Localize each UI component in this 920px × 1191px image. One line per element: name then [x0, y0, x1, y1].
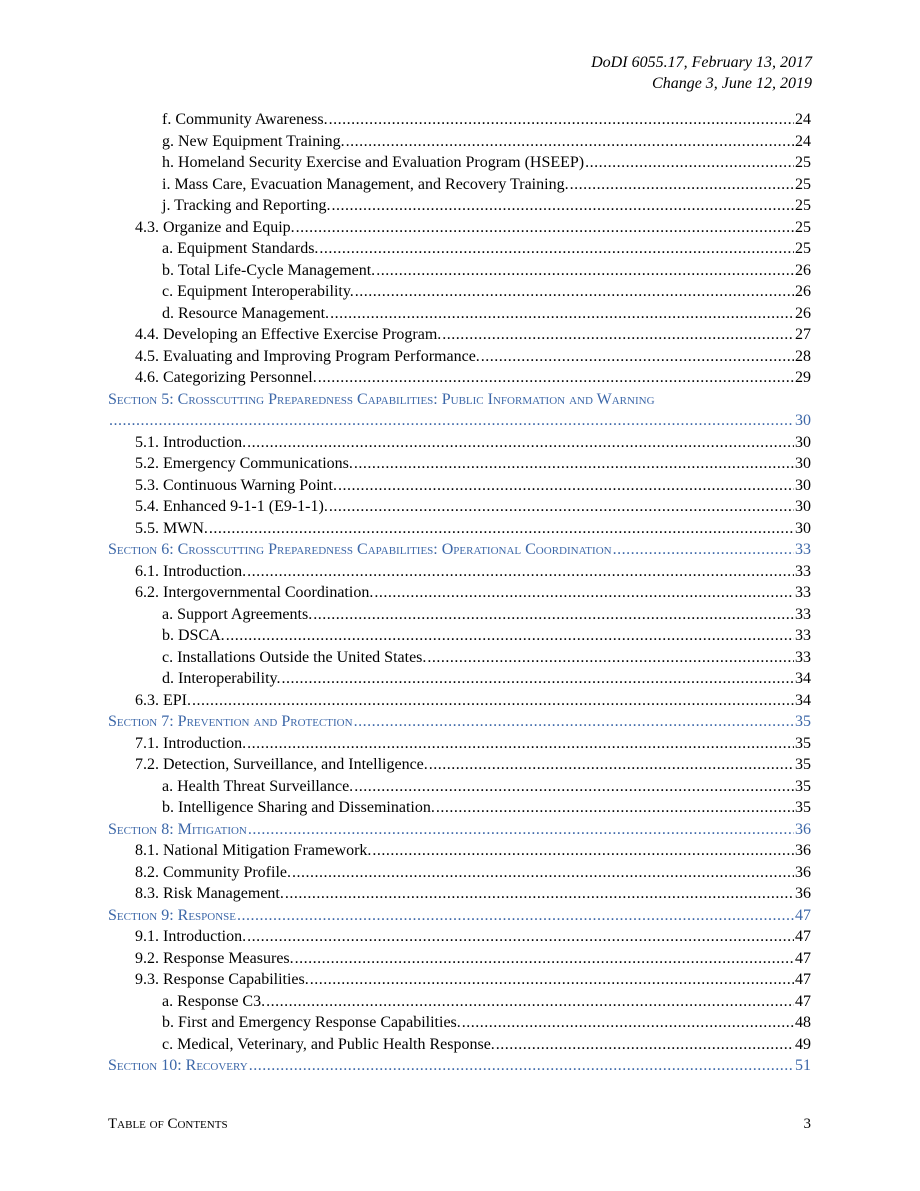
toc-entry-title: Section 9: Response — [108, 906, 237, 924]
toc-page-number: 47 — [795, 949, 811, 967]
toc-item-entry[interactable] — [108, 797, 811, 819]
toc-section-entry-leader[interactable] — [108, 410, 811, 432]
toc-subsection-entry[interactable] — [108, 733, 811, 755]
dot-leader — [481, 346, 794, 368]
toc-entry-title: 8.2. Community Profile. — [135, 863, 291, 881]
dot-leader — [109, 410, 794, 432]
toc-item-entry[interactable] — [108, 303, 811, 325]
toc-page-number: 36 — [795, 885, 811, 902]
dot-leader — [354, 711, 794, 733]
toc-page-number: 49 — [795, 1035, 811, 1053]
toc-subsection-entry[interactable] — [108, 690, 811, 712]
toc-entry-title: h. Homeland Security Exercise and Evaluation Program (HSEEP) — [162, 154, 585, 171]
dot-leader — [427, 647, 794, 669]
toc-section-entry[interactable] — [108, 905, 811, 927]
toc-page-number: 25 — [795, 175, 811, 193]
toc-page-number: 47 — [795, 971, 811, 988]
toc-page-number: 36 — [795, 863, 811, 881]
dot-leader — [376, 260, 794, 282]
toc-subsection-entry[interactable] — [108, 840, 811, 862]
toc-page-number: 25 — [795, 154, 811, 171]
dot-leader — [585, 152, 794, 174]
dot-leader — [296, 217, 794, 239]
toc-entry-title: 5.5. MWN. — [135, 519, 208, 537]
toc-page-number: 27 — [795, 326, 811, 343]
dot-leader — [247, 733, 794, 755]
toc-subsection-entry[interactable] — [108, 862, 811, 884]
dot-leader — [436, 797, 794, 819]
toc-page-number: 26 — [795, 261, 811, 279]
toc-entry-title: b. DSCA. — [162, 627, 225, 644]
toc-entry-title: a. Response C3. — [162, 992, 266, 1010]
toc-subsection-entry[interactable] — [108, 926, 811, 948]
toc-section-entry[interactable] — [108, 711, 811, 733]
toc-subsection-entry[interactable] — [108, 367, 811, 389]
toc-subsection-entry[interactable] — [108, 582, 811, 604]
toc-page-number: 47 — [795, 992, 811, 1010]
toc-item-entry[interactable] — [108, 604, 811, 626]
toc-entry-title: j. Tracking and Reporting. — [162, 197, 331, 214]
page-number: 3 — [803, 1116, 811, 1132]
toc-page-number: 35 — [795, 713, 811, 730]
toc-entry-title: 7.1. Introduction. — [135, 734, 247, 752]
toc-entry-title: 8.3. Risk Management. — [135, 885, 284, 902]
toc-page-number: 30 — [795, 433, 811, 451]
dot-leader — [613, 539, 794, 561]
toc-page-number: 25 — [795, 218, 811, 236]
toc-page-number: 51 — [795, 1057, 811, 1074]
toc-entry-title: g. New Equipment Training. — [162, 132, 345, 150]
toc-entry-title: b. Total Life-Cycle Management. — [162, 261, 376, 279]
toc-entry-title: 9.1. Introduction. — [135, 928, 247, 945]
toc-page-number: 35 — [795, 756, 811, 773]
toc-page-number: 33 — [795, 541, 811, 558]
toc-page-number: 30 — [795, 455, 811, 472]
dot-leader — [310, 969, 794, 991]
toc-entry-title: c. Installations Outside the United States. — [162, 648, 427, 666]
dot-leader — [346, 131, 794, 153]
toc-subsection-entry[interactable] — [108, 496, 811, 518]
toc-entry-title: 5.4. Enhanced 9-1-1 (E9-1-1). — [135, 498, 328, 515]
toc-item-entry[interactable] — [108, 238, 811, 260]
toc-entry-title: Section 7: Prevention and Protection — [108, 713, 353, 730]
toc-page-number: 36 — [795, 842, 811, 859]
dot-leader — [329, 496, 794, 518]
dot-leader — [318, 367, 794, 389]
toc-subsection-entry[interactable] — [108, 453, 811, 475]
toc-page-number: 36 — [795, 820, 811, 838]
dot-leader — [496, 1034, 794, 1056]
toc-entry-title: b. Intelligence Sharing and Dissemination. — [162, 799, 435, 816]
toc-item-entry[interactable] — [108, 131, 811, 153]
toc-subsection-entry[interactable] — [108, 324, 811, 346]
toc-entry-title: i. Mass Care, Evacuation Management, and Recovery Training. — [162, 175, 569, 193]
dot-leader — [313, 604, 794, 626]
toc-page-number: 24 — [795, 111, 811, 128]
toc-entry-title: 5.2. Emergency Communications. — [135, 455, 353, 472]
toc-page-number: 33 — [795, 584, 811, 601]
toc-item-entry[interactable] — [108, 625, 811, 647]
toc-page-number: 33 — [795, 627, 811, 644]
toc-page-number: 48 — [795, 1014, 811, 1031]
toc-page-number: 47 — [795, 928, 811, 945]
dot-leader — [372, 840, 794, 862]
toc-entry-title: 6.1. Introduction. — [135, 562, 247, 580]
toc-page-number: 25 — [795, 240, 811, 257]
dot-leader — [266, 991, 794, 1013]
dot-leader — [354, 453, 794, 475]
toc-entry-title: d. Resource Management. — [162, 304, 330, 322]
toc-entry-title: 5.1. Introduction. — [135, 433, 247, 451]
toc-entry-title: 4.3. Organize and Equip. — [135, 218, 295, 236]
toc-entry-title: Section 5: Crosscutting Preparedness Capabilities: Public Information and Warning — [108, 390, 655, 408]
dot-leader — [429, 754, 794, 776]
toc-subsection-entry[interactable] — [108, 475, 811, 497]
toc-page-number: 26 — [795, 304, 811, 322]
dot-leader — [331, 195, 794, 217]
header-doc-id: DoDI 6055.17, February 13, 2017 — [591, 54, 812, 71]
toc-entry-title: c. Equipment Interoperability. — [162, 283, 354, 300]
toc-item-entry[interactable] — [108, 647, 811, 669]
toc-section-entry[interactable] — [108, 819, 811, 841]
dot-leader — [355, 281, 794, 303]
toc-page-number: 28 — [795, 347, 811, 365]
toc-entry-title: 9.3. Response Capabilities. — [135, 971, 309, 988]
toc-entry-title: 5.3. Continuous Warning Point. — [135, 476, 337, 494]
dot-leader — [192, 690, 794, 712]
toc-subsection-entry[interactable] — [108, 883, 811, 905]
dot-leader — [247, 926, 794, 948]
toc-subsection-entry[interactable] — [108, 754, 811, 776]
toc-page-number: 35 — [795, 799, 811, 816]
toc-item-entry[interactable] — [108, 1012, 811, 1034]
toc-page-number: 34 — [795, 670, 811, 687]
toc-page-number: 35 — [795, 777, 811, 795]
toc-section-entry[interactable] — [108, 389, 811, 411]
document-header — [312, 52, 812, 94]
toc-page-number: 30 — [795, 519, 811, 537]
dot-leader — [292, 862, 794, 884]
toc-entry-title: 9.2. Response Measures. — [135, 949, 294, 967]
toc-item-entry[interactable] — [108, 260, 811, 282]
dot-leader — [338, 475, 794, 497]
header-change: Change 3, June 12, 2019 — [652, 75, 812, 92]
toc-subsection-entry[interactable] — [108, 432, 811, 454]
toc-page-number: 30 — [795, 476, 811, 494]
toc-entry-title: 4.6. Categorizing Personnel. — [135, 369, 317, 386]
toc-page-number: 25 — [795, 197, 811, 214]
toc-section-entry[interactable] — [108, 539, 811, 561]
toc-subsection-entry[interactable] — [108, 948, 811, 970]
dot-leader — [442, 324, 794, 346]
dot-leader — [247, 561, 794, 583]
dot-leader — [329, 109, 794, 131]
dot-leader — [374, 582, 794, 604]
toc-page-number: 35 — [795, 734, 811, 752]
toc-section-entry[interactable] — [108, 1055, 811, 1077]
toc-page-number: 47 — [795, 906, 811, 924]
dot-leader — [249, 1055, 794, 1077]
toc-entry-title: 6.3. EPI. — [135, 691, 191, 709]
dot-leader — [248, 819, 794, 841]
dot-leader — [330, 303, 794, 325]
dot-leader — [295, 948, 794, 970]
dot-leader — [462, 1012, 794, 1034]
dot-leader — [226, 625, 794, 647]
toc-page-number: 34 — [795, 691, 811, 709]
dot-leader — [285, 883, 794, 905]
toc-item-entry[interactable] — [108, 776, 811, 798]
toc-entry-title: Section 6: Crosscutting Preparedness Capabilities: Operational Coordination — [108, 541, 612, 558]
toc-entry-title: a. Support Agreements. — [162, 605, 313, 623]
toc-entry-title: d. Interoperability. — [162, 670, 281, 687]
toc-subsection-entry[interactable] — [108, 518, 811, 540]
toc-item-entry[interactable] — [108, 281, 811, 303]
toc-page-number: 33 — [795, 648, 811, 666]
toc-entry-title: 4.4. Developing an Effective Exercise Program. — [135, 326, 442, 343]
toc-item-entry[interactable] — [108, 668, 811, 690]
toc-entry-title: 6.2. Intergovernmental Coordination. — [135, 584, 374, 601]
toc-item-entry[interactable] — [108, 1034, 811, 1056]
dot-leader — [570, 174, 794, 196]
toc-entry-title: 7.2. Detection, Surveillance, and Intelligence. — [135, 756, 428, 773]
toc-entry-title: a. Health Threat Surveillance. — [162, 777, 354, 795]
toc-page-number: 33 — [795, 562, 811, 580]
toc-item-entry[interactable] — [108, 174, 811, 196]
toc-entry-title: Section 8: Mitigation — [108, 820, 247, 838]
toc-entry-title: Section 10: Recovery — [108, 1057, 248, 1074]
toc-item-entry[interactable] — [108, 152, 811, 174]
toc-item-entry[interactable] — [108, 991, 811, 1013]
toc-page-number: 33 — [795, 605, 811, 623]
toc-page-number: 24 — [795, 132, 811, 150]
dot-leader — [237, 905, 794, 927]
dot-leader — [354, 776, 794, 798]
toc-subsection-entry[interactable] — [108, 969, 811, 991]
toc-page-number: 29 — [795, 369, 811, 386]
toc-entry-title: a. Equipment Standards. — [162, 240, 319, 257]
toc-entry-title: f. Community Awareness. — [162, 111, 328, 128]
toc-subsection-entry[interactable] — [108, 346, 811, 368]
toc-item-entry[interactable] — [108, 195, 811, 217]
page-footer — [108, 1116, 811, 1133]
dot-leader — [247, 432, 794, 454]
toc-entry-title: b. First and Emergency Response Capabilities. — [162, 1014, 461, 1031]
footer-label: Table of Contents — [108, 1116, 228, 1132]
toc-entry-title: c. Medical, Veterinary, and Public Health Response. — [162, 1035, 495, 1053]
toc-entry-title: 8.1. National Mitigation Framework. — [135, 842, 372, 859]
toc-page-number: 26 — [795, 283, 811, 300]
table-of-contents — [108, 109, 811, 1077]
toc-page-number: 30 — [795, 412, 811, 429]
dot-leader — [209, 518, 794, 540]
toc-page-number: 30 — [795, 498, 811, 515]
dot-leader — [319, 238, 794, 260]
dot-leader — [281, 668, 794, 690]
toc-item-entry[interactable] — [108, 109, 811, 131]
toc-subsection-entry[interactable] — [108, 561, 811, 583]
toc-subsection-entry[interactable] — [108, 217, 811, 239]
toc-entry-title: 4.5. Evaluating and Improving Program Performance. — [135, 347, 480, 365]
